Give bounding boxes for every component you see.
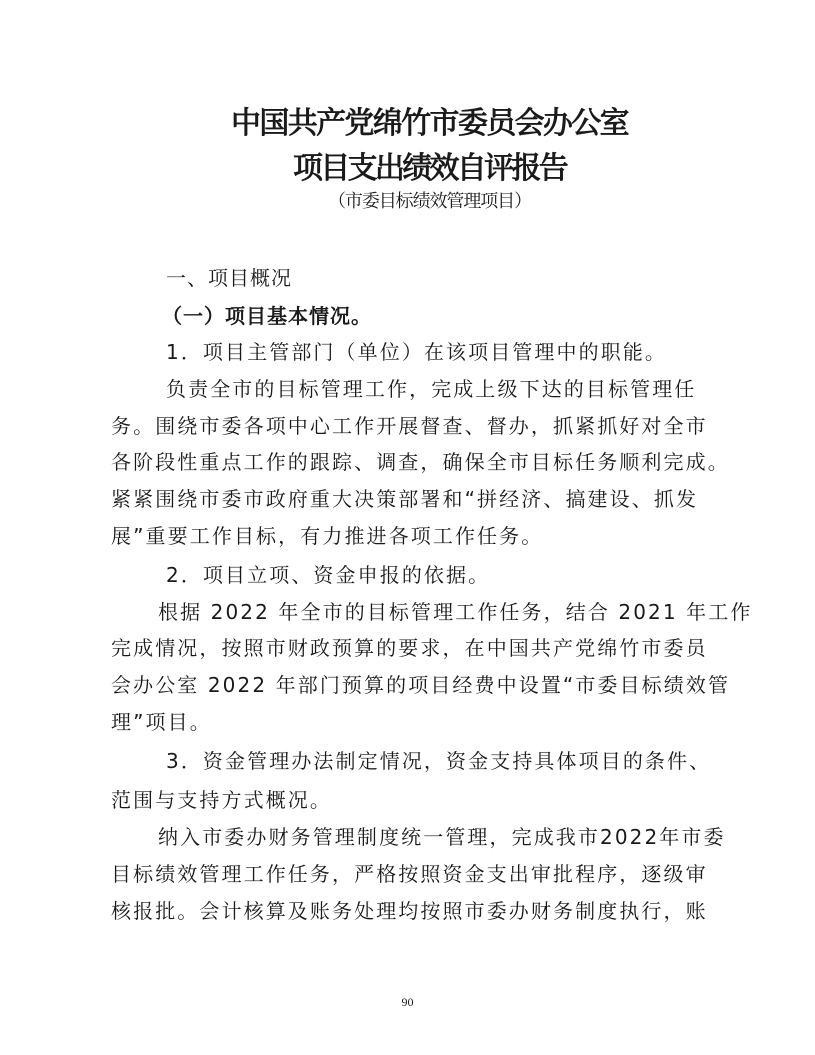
body-line: 核报批。会计核算及账务处理均按照市委办财务制度执行，账 xyxy=(111,899,708,923)
body-line: 展”重要工作目标，有力推进各项工作任务。 xyxy=(111,524,544,548)
section-heading: 一、项目概况 xyxy=(166,266,292,290)
body-line: 纳入市委办财务管理制度统一管理，完成我市2022年市委 xyxy=(158,825,726,849)
document-subtitle: （市委目标绩效管理项目） xyxy=(328,191,531,212)
document-title-line-1: 中国共产党绵竹市委员会办公室 xyxy=(231,106,628,141)
body-line: 完成情况，按照市财政预算的要求，在中国共产党绵竹市委员 xyxy=(111,636,708,660)
section-subheading: （一）项目基本情况。 xyxy=(162,304,372,328)
body-line: 根据 2022 年全市的目标管理工作任务，结合 2021 年工作 xyxy=(158,600,753,624)
body-line: 各阶段性重点工作的跟踪、调查，确保全市目标任务顺利完成。 xyxy=(111,450,730,474)
body-line: 目标绩效管理工作任务，严格按照资金支出审批程序，逐级审 xyxy=(111,862,708,886)
body-line: 紧紧围绕市委市政府重大决策部署和“拼经济、搞建设、抓发 xyxy=(111,487,699,511)
body-line: 2．项目立项、资金申报的依据。 xyxy=(166,563,491,587)
page-number: 90 xyxy=(401,995,414,1009)
body-line: 会办公室 2022 年部门预算的项目经费中设置“市委目标绩效管 xyxy=(111,673,731,697)
body-line: 务。围绕市委各项中心工作开展督查、督办，抓紧抓好对全市 xyxy=(111,414,708,438)
body-line: 1．项目主管部门（单位）在该项目管理中的职能。 xyxy=(166,340,668,364)
body-line: 理”项目。 xyxy=(111,710,212,734)
body-line: 范围与支持方式概况。 xyxy=(111,788,332,812)
body-line: 3．资金管理办法制定情况，资金支持具体项目的条件、 xyxy=(166,749,712,773)
body-line: 负责全市的目标管理工作，完成上级下达的目标管理任 xyxy=(166,377,697,401)
document-title-line-2: 项目支出绩效自评报告 xyxy=(293,151,566,186)
